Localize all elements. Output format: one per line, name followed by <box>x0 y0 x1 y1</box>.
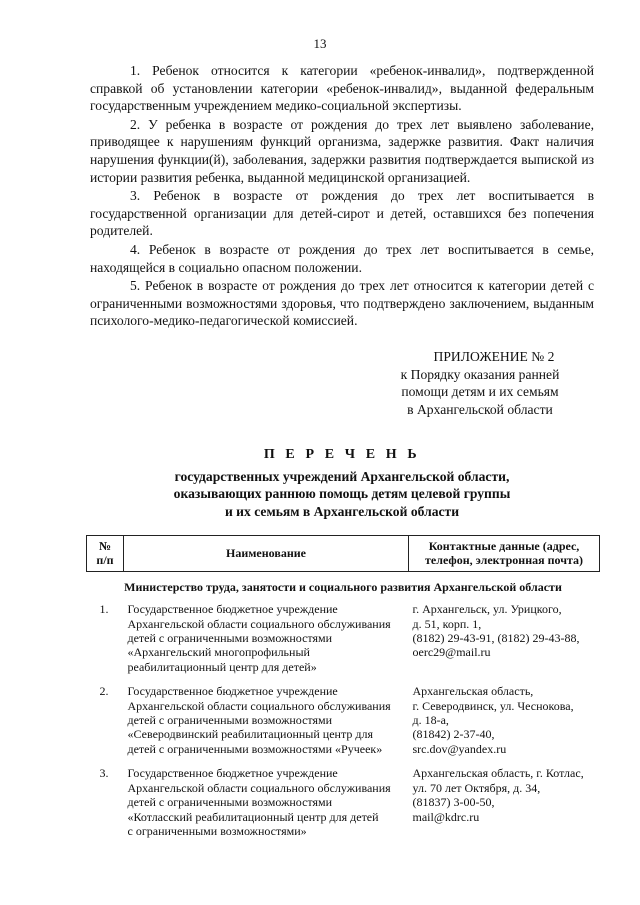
ministry-name: Министерство труда, занятости и социального развития Архангельской области <box>124 579 562 594</box>
institutions-table <box>86 535 600 846</box>
header-contact: Контактные данные (адрес, телефон, электронная почта) <box>409 536 600 572</box>
ministry-row <box>87 571 600 600</box>
criterion-paragraph-3: 3. Ребенок в возрасте от рождения до трех лет воспитывается в государственной организации для детей-сирот и детей, оставшихся без попечения родителей. <box>90 188 594 239</box>
institution-name: Государственное бюджетное учреждение Архангельской области социального обслуживания детей с ограниченными возможностями «Северодвинский реабилитационный центр для детей с ограниченными возможностями «Ручеек» <box>127 684 391 756</box>
criterion-paragraph-2: 2. У ребенка в возрасте от рождения до трех лет выявлено заболевание, приводящее к нарушениям функций организма, задержке развития. Факт наличия нарушения функции(й), заболевания, задержки развития подтверждается выпиской из истории развития ребенка, выданной медицинской организацией. <box>90 116 594 185</box>
header-number: № п/п <box>87 536 124 572</box>
criterion-paragraph-4: 4. Ребенок в возрасте от рождения до трех лет воспитывается в семье, находящейся в социально опасном положении. <box>90 241 594 275</box>
institution-contacts: г. Архангельск, ул. Урицкого, д. 51, корп. 1, (8182) 29-43-91, (8182) 29-43-88, oerc29@mail.ru <box>412 602 580 660</box>
appendix-line: к Порядку оказания ранней <box>400 366 560 382</box>
row-number: 3. <box>99 766 109 781</box>
appendix-block <box>360 348 600 418</box>
appendix-title: ПРИЛОЖЕНИЕ № 2 <box>433 349 555 364</box>
institution-contacts: Архангельская область, г. Северодвинск, ул. Чеснокова, д. 18-а, (81842) 2-37-40, src.dov@yandex.ru <box>412 684 574 756</box>
table-row <box>87 682 600 764</box>
appendix-line: помощи детям и их семьям <box>401 384 559 400</box>
table-header-row <box>87 536 600 572</box>
appendix-line: в Архангельской области <box>407 401 553 417</box>
list-heading: П Е Р Е Ч Е Н Ь <box>263 447 421 462</box>
page-number: 13 <box>313 36 327 51</box>
list-subtitle-line: и их семьям в Архангельской области <box>224 503 460 519</box>
table-row <box>87 764 600 846</box>
list-subtitle-line: государственных учреждений Архангельской области, <box>174 468 510 484</box>
list-subtitle-line: оказывающих раннюю помощь детям целевой группы <box>173 486 511 502</box>
header-name: Наименование <box>124 536 409 572</box>
institution-name: Государственное бюджетное учреждение Архангельской области социального обслуживания детей с ограниченными возможностями «Котласский реабилитационный центр для детей с ограниченными возможностями» <box>127 766 391 838</box>
criteria-text <box>90 62 594 331</box>
table-row <box>87 600 600 682</box>
institution-name: Государственное бюджетное учреждение Архангельской области социального обслуживания детей с ограниченными возможностями «Архангельский многопрофильный реабилитационный центр для детей» <box>127 602 391 674</box>
criterion-paragraph-1: 1. Ребенок относится к категории «ребенок-инвалид», подтвержденной справкой об установлении категории «ребенок-инвалид», выданной федеральным государственным учреждением медико-социальной экспертизы. <box>90 63 594 114</box>
row-number: 1. <box>99 602 109 617</box>
list-title <box>90 446 594 520</box>
row-number: 2. <box>99 684 109 699</box>
institution-contacts: Архангельская область, г. Котлас, ул. 70 лет Октября, д. 34, (81837) 3-00-50, mail@kdrc.ru <box>412 766 584 824</box>
criterion-paragraph-5: 5. Ребенок в возрасте от рождения до трех лет относится к категории детей с ограниченными возможностями здоровья, что подтверждено заключением, выданным психолого-медико-педагогической комиссией. <box>90 278 594 329</box>
